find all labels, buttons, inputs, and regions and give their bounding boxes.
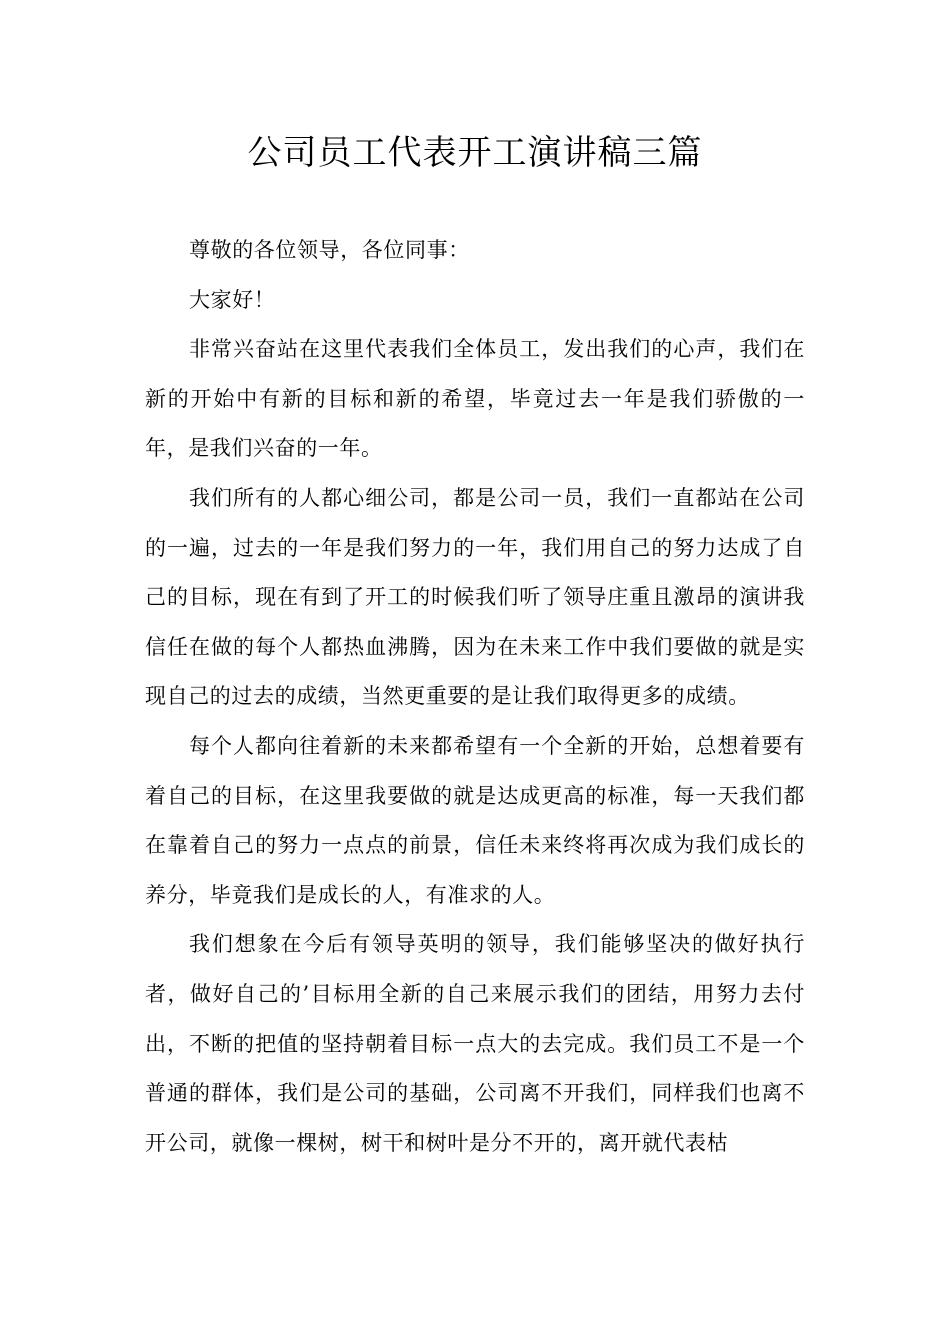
body-paragraph: 每个人都向往着新的未来都希望有一个全新的开始，总想着要有着自己的目标，在这里我要做的就是达成更高的标准，每一天我们都在靠着自己的努力一点点的前景，信任未来终将再次成为我们成长的养分，毕竟我们是成长的人，有准求的人。 bbox=[145, 733, 805, 907]
body-paragraph: 我们所有的人都心细公司，都是公司一员，我们一直都站在公司的一遍，过去的一年是我们努力的一年，我们用自己的努力达成了自己的目标，现在有到了开工的时候我们听了领导庄重且激昂的演讲我信任在做的每个人都热血沸腾，因为在未来工作中我们要做的就是实现自己的过去的成绩，当然更重要的是让我们取得更多的成绩。 bbox=[145, 485, 805, 709]
greeting-paragraph: 大家好！ bbox=[189, 287, 276, 312]
salutation-paragraph: 尊敬的各位领导，各位同事： bbox=[189, 238, 470, 262]
body-paragraph: 非常兴奋站在这里代表我们全体员工，发出我们的心声，我们在新的开始中有新的目标和新的希望，毕竟过去一年是我们骄傲的一年，是我们兴奋的一年。 bbox=[145, 337, 805, 461]
document-title: 公司员工代表开工演讲稿三篇 bbox=[247, 133, 703, 173]
document-body bbox=[145, 226, 805, 1168]
body-paragraph: 我们想象在今后有领导英明的领导，我们能够坚决的做好执行者，做好自己的’目标用全新的自己来展示我们的团结，用努力去付出，不断的把值的坚持朝着目标一点大的去完成。我们员工不是一个普通的群体，我们是公司的基础，公司离不开我们，同样我们也离不开公司，就像一棵树，树干和树叶是分不开的，离开就代表枯 bbox=[145, 932, 805, 1155]
